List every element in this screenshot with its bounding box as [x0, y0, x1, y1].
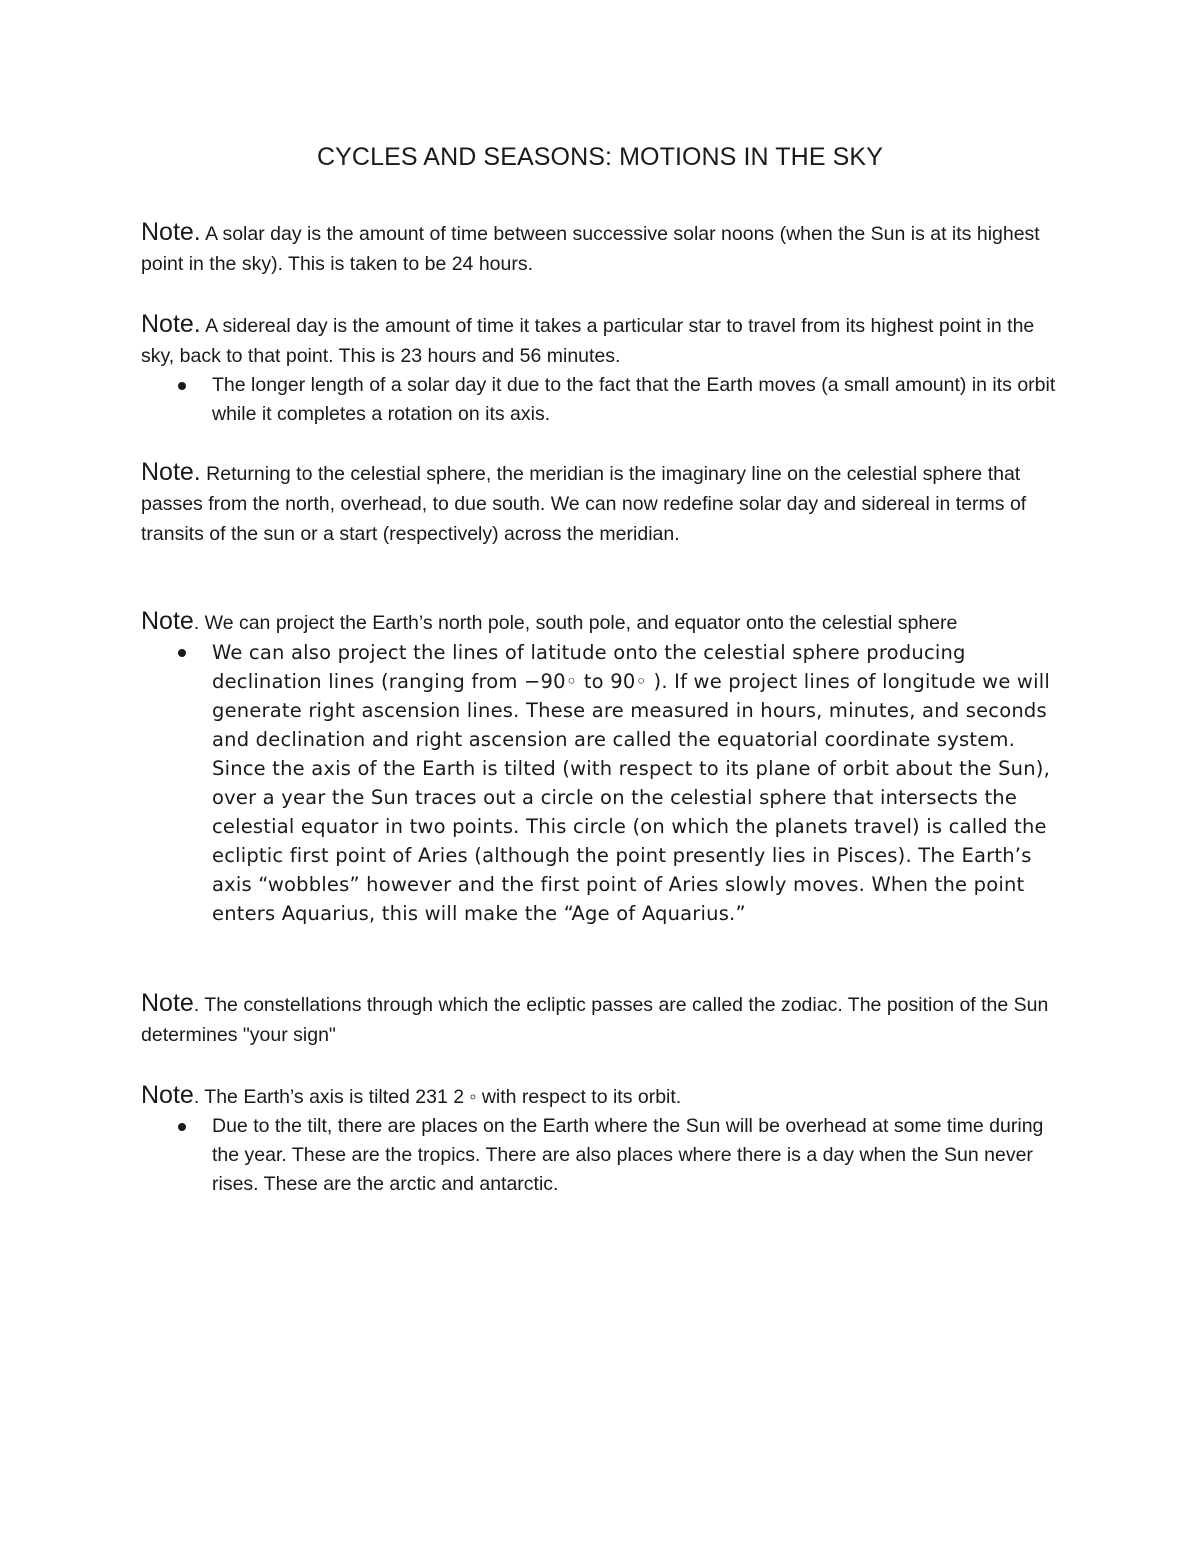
note-meridian: [141, 457, 1061, 549]
list-item: [141, 1112, 1061, 1199]
bullet-list: [141, 1112, 1061, 1199]
note-label: Note.: [141, 458, 201, 486]
list-item: [141, 638, 1061, 928]
note-label: Note.: [141, 218, 201, 246]
note-text: . We can project the Earth’s north pole, south pole, and equator onto the celestial sphere: [193, 612, 958, 634]
note-text: . The Earth’s axis is tilted 231 2 ◦ with respect to its orbit.: [193, 1086, 682, 1108]
bullet-list: [141, 371, 1061, 429]
page-title: CYCLES AND SEASONS: MOTIONS IN THE SKY: [317, 143, 883, 171]
note-label: Note: [141, 607, 194, 635]
note-label: Note.: [141, 310, 201, 338]
note-label: Note: [141, 989, 194, 1017]
note-zodiac: [141, 988, 1061, 1050]
bullet-icon: [178, 649, 186, 657]
bullet-text: The longer length of a solar day it due to the fact that the Earth moves (a small amount) in its orbit while it completes a rotation on its axis.: [212, 374, 1056, 425]
bullet-list: [141, 638, 1061, 928]
note-text: . The constellations through which the ecliptic passes are called the zodiac. The position of the Sun determines "your sign": [141, 994, 1049, 1046]
note-label: Note: [141, 1081, 194, 1109]
note-solar-day: [141, 217, 1061, 279]
note-axis-tilt: [141, 1080, 1061, 1199]
bullet-icon: [178, 382, 186, 390]
bullet-text: Due to the tilt, there are places on the Earth where the Sun will be overhead at some time during the year. These are the tropics. There are also places where there is a day when the Sun never rises. These are the arctic and antarctic.: [212, 1115, 1044, 1195]
note-celestial-projection: [141, 606, 1061, 928]
bullet-text: We can also project the lines of latitude onto the celestial sphere producing declination lines (ranging from −90◦ to 90◦ ). If we project lines of longitude we will generate right ascension lines. These are measured in hours, minutes, and seconds and declination and right ascension are called the equatorial coordinate system. Since the axis of the Earth is tilted (with respect to its plane of orbit about the Sun), over a year the Sun traces out a circle on the celestial sphere that intersects the celestial equator in two points. This circle (on which the planets travel) is called the ecliptic first point of Aries (although the point presently lies in Pisces). The Earth’s axis “wobbles” however and the first point of Aries slowly moves. When the point enters Aquarius, this will make the “Age of Aquarius.”: [212, 641, 1050, 925]
list-item: [141, 371, 1061, 429]
note-text: A sidereal day is the amount of time it takes a particular star to travel from its highest point in the sky, back to that point. This is 23 hours and 56 minutes.: [141, 315, 1035, 367]
note-text: Returning to the celestial sphere, the meridian is the imaginary line on the celestial sphere that passes from the north, overhead, to due south. We can now redefine solar day and sidereal in terms of transits of the sun or a start (respectively) across the meridian.: [141, 463, 1027, 545]
note-text: A solar day is the amount of time between successive solar noons (when the Sun is at its highest point in the sky). This is taken to be 24 hours.: [141, 223, 1040, 275]
note-sidereal-day: [141, 309, 1061, 429]
bullet-icon: [178, 1123, 186, 1131]
